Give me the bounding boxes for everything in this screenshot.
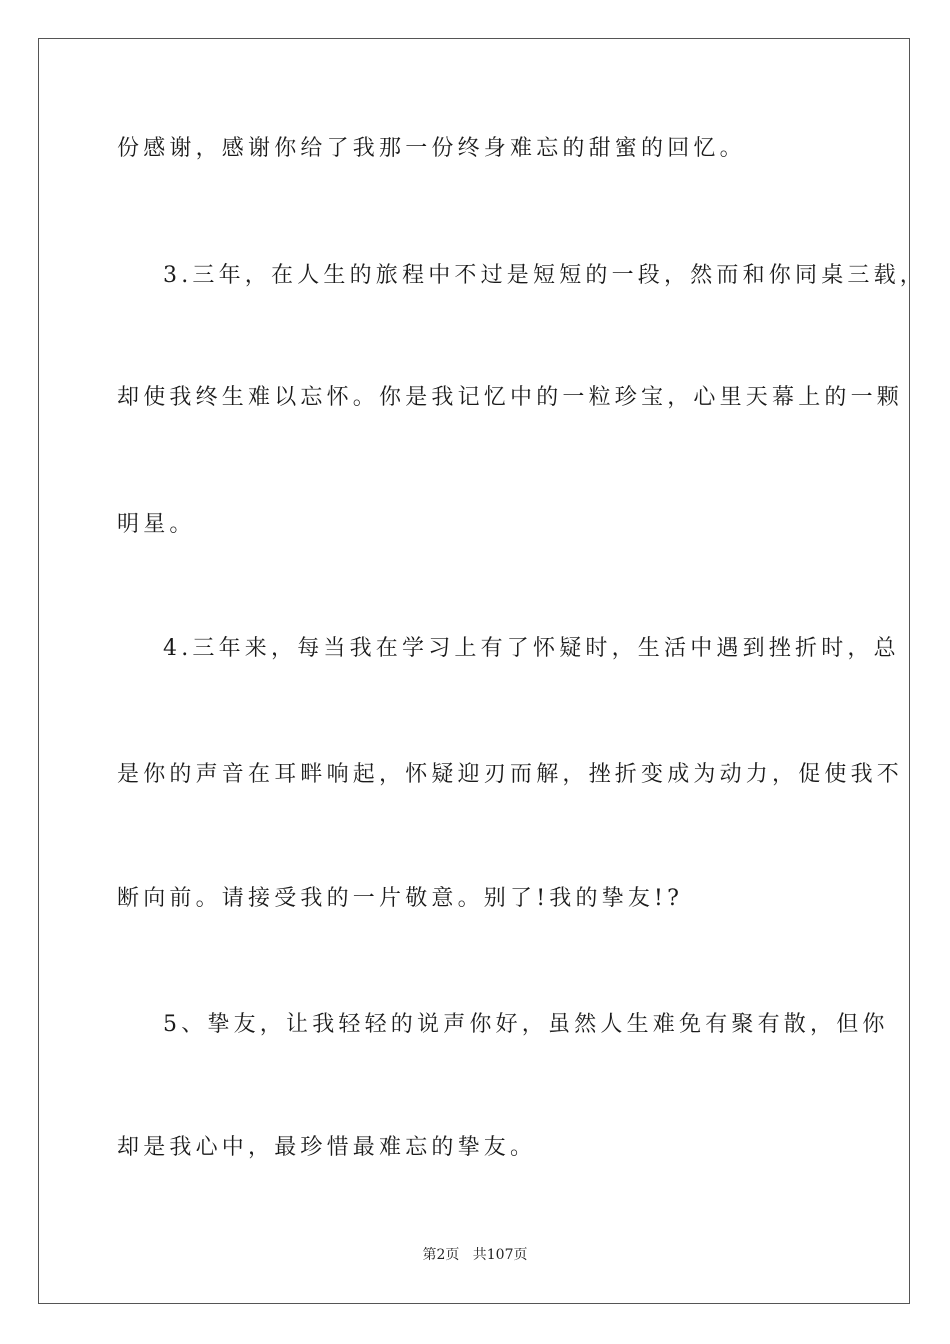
text-line-7: 断向前。请接受我的一片敬意。别了!我的挚友!? <box>117 886 684 911</box>
page-footer <box>0 1245 950 1265</box>
text-line-3: 却使我终生难以忘怀。你是我记忆中的一粒珍宝，心里天幕上的一颗 <box>117 385 904 410</box>
page-total: 共107页 <box>472 1247 528 1263</box>
text-line-6: 是你的声音在耳畔响起，怀疑迎刃而解，挫折变成为动力，促使我不 <box>117 762 904 787</box>
text-line-2: 3.三年，在人生的旅程中不过是短短的一段，然而和你同桌三载， <box>163 263 926 288</box>
text-line-5: 4.三年来，每当我在学习上有了怀疑时，生活中遇到挫折时，总 <box>163 636 900 661</box>
page-frame <box>38 38 910 1304</box>
text-line-1: 份感谢，感谢你给了我那一份终身难忘的甜蜜的回忆。 <box>117 136 746 161</box>
text-line-8: 5、挚友，让我轻轻的说声你好，虽然人生难免有聚有散，但你 <box>163 1012 889 1037</box>
page-number: 第2页 <box>422 1247 460 1263</box>
text-line-4: 明星。 <box>117 512 196 537</box>
text-line-9: 却是我心中，最珍惜最难忘的挚友。 <box>117 1135 537 1160</box>
